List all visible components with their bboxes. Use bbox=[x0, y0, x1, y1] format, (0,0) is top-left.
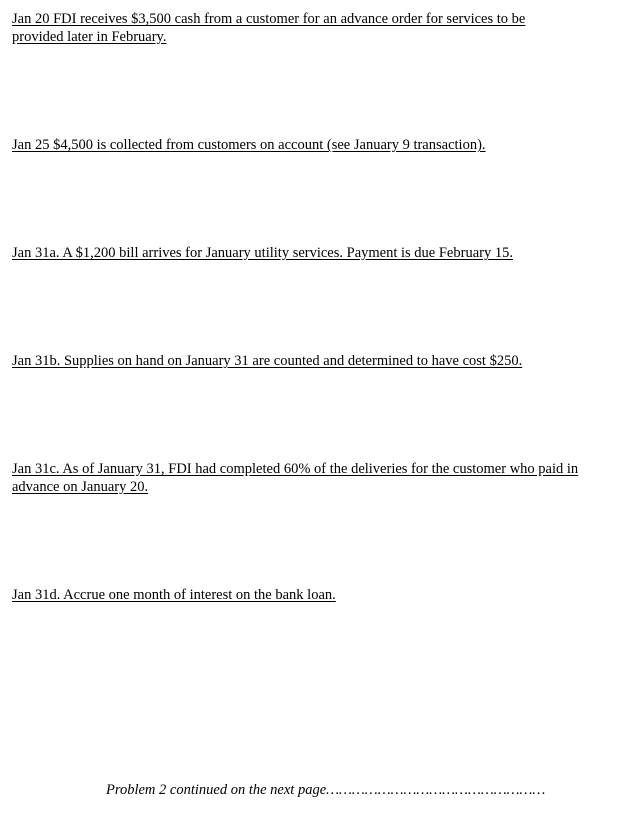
transaction-text: Jan 20 FDI receives $3,500 cash from a customer for an advance order for services to be provided later in February. bbox=[12, 11, 526, 45]
transaction-jan-31d bbox=[12, 586, 616, 604]
transaction-jan-31a bbox=[12, 244, 616, 262]
continuation-note: Problem 2 continued on the next page…………………………………………… bbox=[106, 782, 546, 798]
transaction-jan-31b bbox=[12, 352, 616, 370]
transaction-jan-20 bbox=[12, 10, 572, 46]
transaction-jan-25 bbox=[12, 136, 616, 154]
transaction-jan-31c bbox=[12, 460, 616, 496]
transaction-text: Jan 25 $4,500 is collected from customers on account (see January 9 transaction). bbox=[12, 137, 486, 153]
transaction-text: Jan 31b. Supplies on hand on January 31 are counted and determined to have cost $250. bbox=[12, 353, 523, 369]
transaction-text: Jan 31c. As of January 31, FDI had completed 60% of the deliveries for the customer who paid in advance on January 20. bbox=[12, 461, 579, 495]
transaction-text: Jan 31d. Accrue one month of interest on the bank loan. bbox=[12, 587, 336, 603]
transaction-text: Jan 31a. A $1,200 bill arrives for January utility services. Payment is due February 15. bbox=[12, 245, 513, 261]
